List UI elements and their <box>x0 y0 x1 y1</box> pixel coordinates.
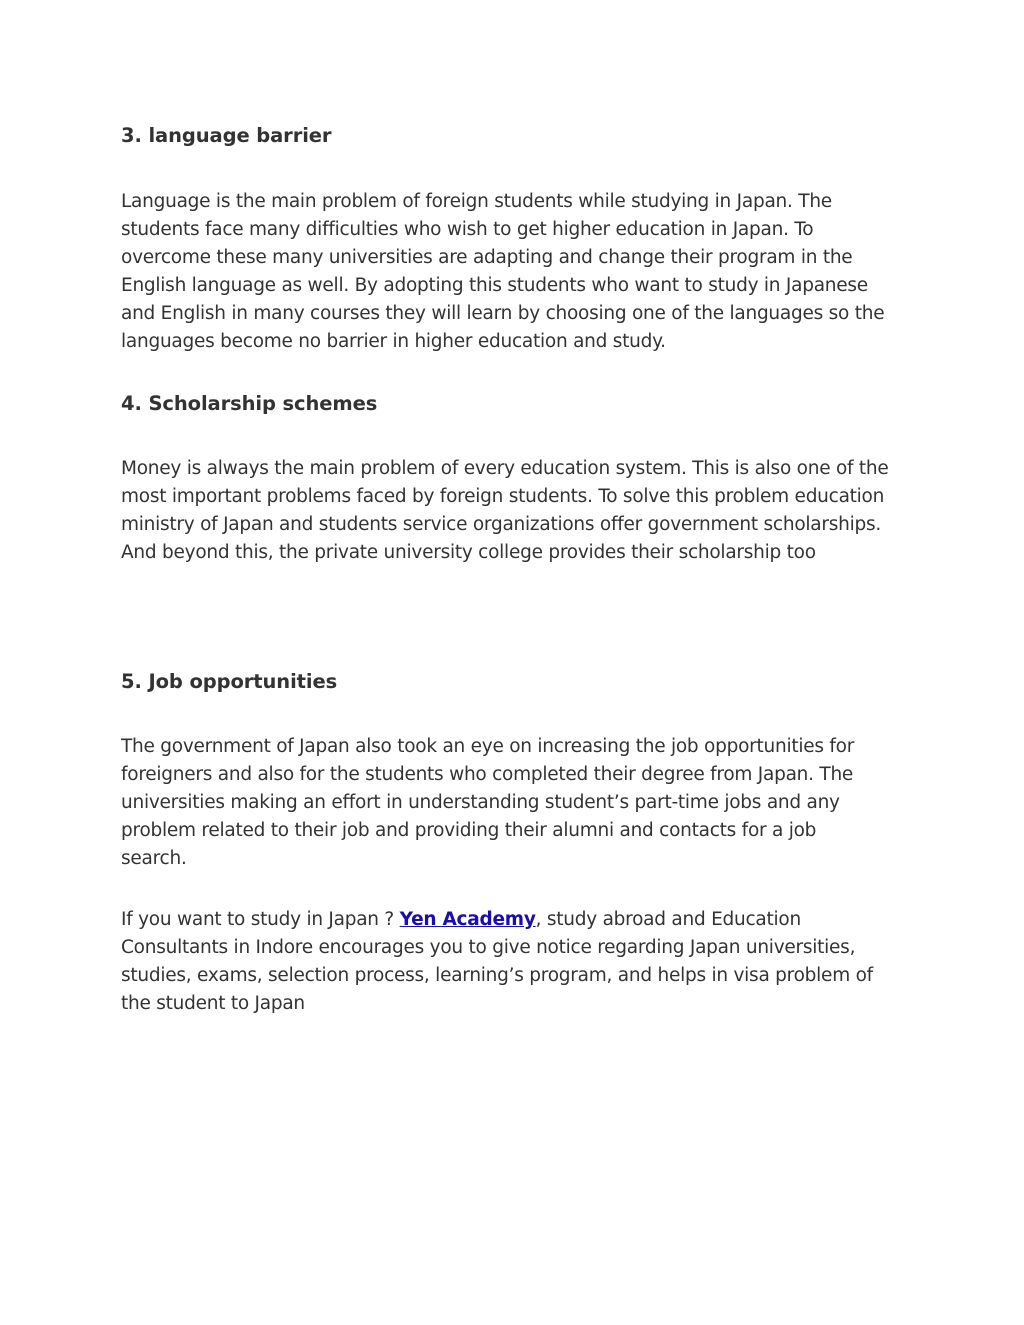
text-line: Money is always the main problem of every education system. This is also one of the <box>121 458 889 479</box>
yen-academy-link[interactable]: Yen Academy <box>399 909 536 930</box>
text-line: foreigners and also for the students who completed their degree from Japan. The <box>121 763 854 785</box>
closing-text-after-link: , study abroad and Education <box>535 909 801 930</box>
text-line: problem related to their job and providing their alumni and contacts for a job <box>121 819 817 841</box>
heading-scholarship-schemes: 4. Scholarship schemes <box>121 392 378 415</box>
text-line: languages become no barrier in higher education and study. <box>121 330 666 352</box>
text-line: Language is the main problem of foreign students while studying in Japan. The <box>121 191 832 212</box>
text-line: Consultants in Indore encourages you to give notice regarding Japan universities, <box>121 936 856 958</box>
text-line: the student to Japan <box>121 992 305 1014</box>
text-line: students face many difficulties who wish to get higher education in Japan. To <box>121 218 814 240</box>
text-line: And beyond this, the private university college provides their scholarship too <box>121 541 816 563</box>
text-line: overcome these many universities are adapting and change their program in the <box>121 246 853 268</box>
paragraph-job-opportunities <box>121 733 911 873</box>
text-line: universities making an effort in understanding student’s part-time jobs and any <box>121 791 840 813</box>
text-line: studies, exams, selection process, learning’s program, and helps in visa problem of <box>121 964 873 986</box>
text-line: ministry of Japan and students service organizations offer government scholarships. <box>121 513 881 535</box>
text-line: English language as well. By adopting this students who want to study in Japanese <box>121 274 868 296</box>
text-line: The government of Japan also took an eye on increasing the job opportunities for <box>121 736 855 757</box>
paragraph-closing <box>121 906 911 1018</box>
text-line: search. <box>121 847 187 869</box>
paragraph-language-barrier <box>121 188 911 355</box>
heading-language-barrier: 3. language barrier <box>121 124 332 147</box>
heading-job-opportunities: 5. Job opportunities <box>121 670 338 693</box>
closing-text-before-link: If you want to study in Japan ? <box>121 909 400 930</box>
text-line: most important problems faced by foreign students. To solve this problem education <box>121 485 885 507</box>
text-line: and English in many courses they will learn by choosing one of the languages so the <box>121 302 885 324</box>
text-line <box>121 906 911 934</box>
paragraph-scholarship-schemes <box>121 455 911 567</box>
